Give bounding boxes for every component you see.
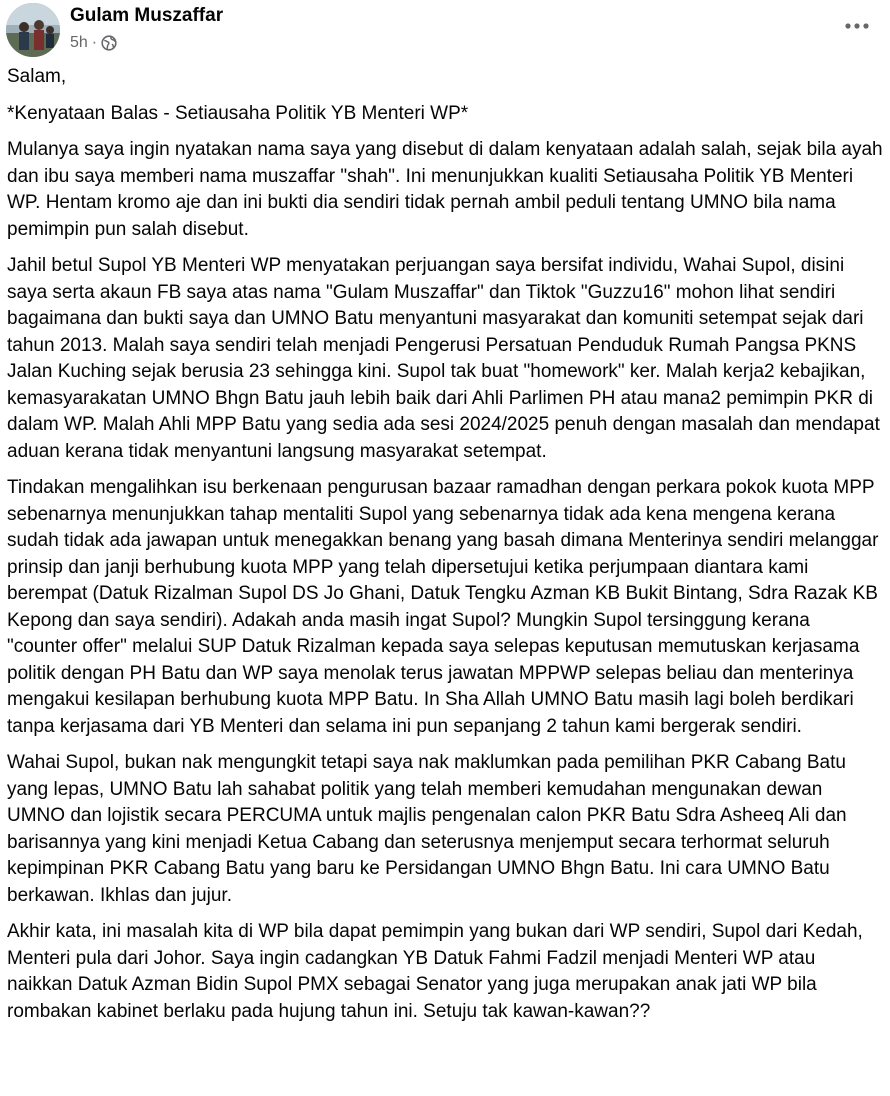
post-paragraph: Wahai Supol, bukan nak mengungkit tetapi saya nak maklumkan pada pemilihan PKR Cabang Batu yang lepas, UMNO Batu lah sahabat politik yang telah memberi kemudahan mengunakan dewan UMNO dan lojistik secara PERCUMA untuk majlis pengenalan calon PKR Batu Sdra Asheeq Ali dan barisannya yang kini menjadi Ketua Cabang dan seterusnya menjemput secara terhormat seluruh kepimpinan PKR Cabang Batu yang baru ke Persidangan UMNO Bhgn Batu. Ini cara UMNO Batu berkawan. Ikhlas dan jujur.	[7, 752, 847, 906]
more-options-icon[interactable]	[842, 14, 872, 38]
post-paragraph: Mulanya saya ingin nyatakan nama saya yang disebut di dalam kenyataan adalah salah, sejak bila ayah dan ibu saya memberi nama muszaffar "shah". Ini menunjukkan kualiti Setiausaha Politik YB Menteri WP. Hentam kromo aje dan ini bukti dia sendiri tidak pernah ambil peduli tentang UMNO bila nama pemimpin pun salah disebut.	[7, 139, 883, 240]
post-meta	[70, 34, 117, 52]
post-paragraph-title: *Kenyataan Balas - Setiausaha Politik YB Menteri WP*	[7, 102, 469, 124]
globe-icon[interactable]	[101, 35, 117, 51]
avatar[interactable]	[6, 3, 60, 57]
post-paragraph-greeting: Salam,	[7, 66, 67, 87]
post-body	[7, 64, 883, 1035]
post-paragraph: Akhir kata, ini masalah kita di WP bila dapat pemimpin yang bukan dari WP sendiri, Supol dari Kedah, Menteri pula dari Johor. Saya ingin cadangkan YB Datuk Fahmi Fadzil menjadi Menteri WP atau naikkan Datuk Azman Bidin Supol PMX sebagai Senator yang juga merupakan anak jati WP bila rombakan kabinet berlaku pada hujung tahun ini. Setuju tak kawan-kawan??	[7, 921, 863, 1022]
meta-separator: ·	[91, 34, 98, 51]
post-paragraph: Tindakan mengalihkan isu berkenaan pengurusan bazaar ramadhan dengan perkara pokok kuota MPP sebenarnya menunjukkan tahap mentaliti Supol yang sebenarnya tidak ada kena mengena kerana sudah tidak ada jawapan untuk menegakkan benang yang basah dimana Menterinya sendiri melanggar prinsip dan janji berhubung kuota MPP yang telah dipersetujui ketika perjumpaan diantara kami berempat (Datuk Rizalman Supol DS Jo Ghani, Datuk Tengku Azman KB Bukit Bintang, Sdra Razak KB Kepong dan saya sendiri). Adakah anda masih ingat Supol? Mungkin Supol tersinggung kerana "counter offer" melalui SUP Datuk Rizalman kepada saya selepas keputusan memutuskan kerjasama politik dengan PH Batu dan WP saya menolak terus jawatan MPPWP selepas beliau dan menterinya mengakui kesilapan berhubung kuota MPP Batu. In Sha Allah UMNO Batu masih lagi boleh berdikari tanpa kerjasama dari YB Menteri dan selama ini pun sepanjang 2 tahun kami bergerak sendiri.	[7, 477, 879, 737]
author-name[interactable]: Gulam Muszaffar	[70, 5, 224, 26]
post-timestamp[interactable]: 5h	[70, 34, 88, 51]
post-paragraph: Jahil betul Supol YB Menteri WP menyatakan perjuangan saya bersifat individu, Wahai Supol, disini saya serta akaun FB saya atas nama "Gulam Muszaffar" dan Tiktok "Guzzu16" mohon lihat sendiri bagaimana dan bukti saya dan UMNO Batu menyantuni masyarakat dan komuniti setempat sejak dari tahun 2013. Malah saya sendiri telah menjadi Pengerusi Persatuan Penduduk Rumah Pangsa PKNS Jalan Kuching sejak berusia 23 sehingga kini. Supol tak buat "homework" ker. Malah kerja2 kebajikan, kemasyarakatan UMNO Bhgn Batu jauh lebih baik dari Ahli Parlimen PH atau mana2 pemimpin PKR di dalam WP. Malah Ahli MPP Batu yang sedia ada sesi 2024/2025 penuh dengan masalah dan mendapat aduan kerana tidak menyantuni langsung masyarakat setempat.	[7, 255, 880, 462]
post-header	[0, 0, 890, 60]
